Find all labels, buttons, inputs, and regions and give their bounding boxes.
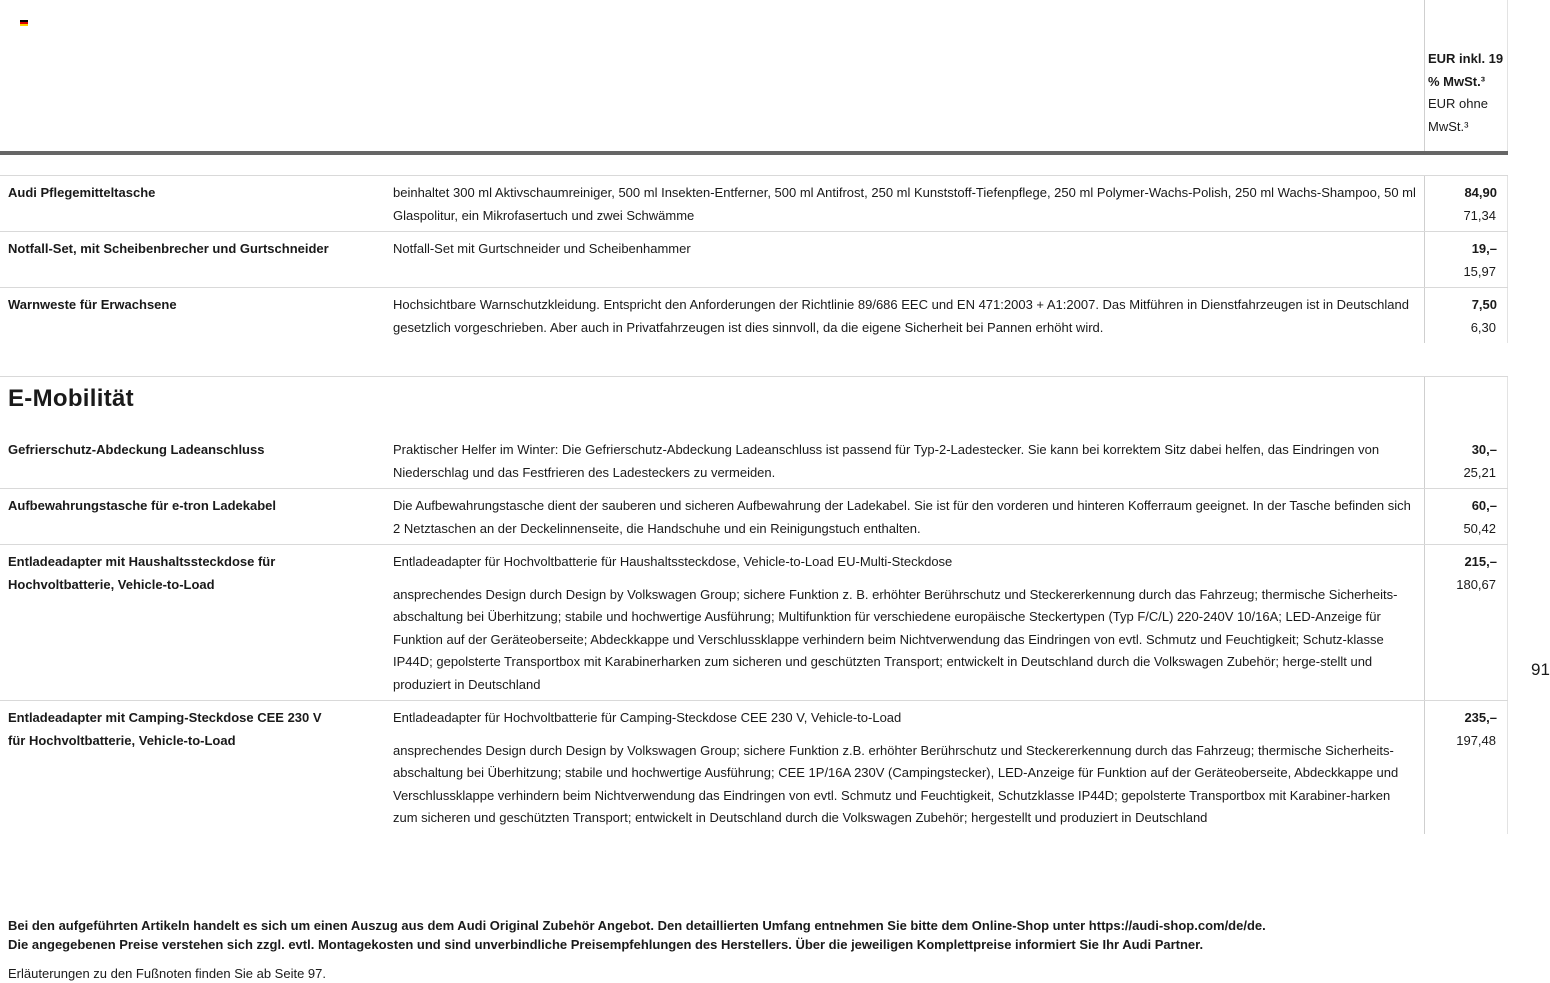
- footnote-reference: Erläuterungen zu den Fußnoten finden Sie ab Seite 97.: [8, 966, 326, 981]
- item-name: Entladeadapter mit Camping-Steckdose CEE 230 V für Hochvoltbatterie, Vehicle-to-Load: [8, 710, 322, 748]
- item-name: Warnweste für Erwachsene: [8, 297, 177, 312]
- item-name: Gefrierschutz-Abdeckung Ladeanschluss: [8, 442, 265, 457]
- row-divider: [0, 175, 1508, 176]
- price-gross: 30,–: [1471, 442, 1497, 457]
- item-price: [1428, 707, 1497, 752]
- item-price: [1428, 238, 1497, 283]
- price-net: 25,21: [1463, 464, 1496, 480]
- footer-disclaimer-2: Die angegebenen Preise verstehen sich zzgl. evtl. Montagekosten und sind unverbindliche Preisempfehlungen des Herstellers. Über die jeweiligen Komplettpreise informiert Sie Ihr Audi Partner.: [8, 937, 1204, 952]
- item-name: Entladeadapter mit Haushaltssteckdose für Hochvoltbatterie, Vehicle-to-Load: [8, 554, 276, 592]
- german-flag-icon: [20, 20, 28, 26]
- item-description: Notfall-Set mit Gurtschneider und Scheibenhammer: [393, 241, 691, 256]
- header-rule: [0, 151, 1508, 155]
- item-name: Aufbewahrungstasche für e-tron Ladekabel: [8, 498, 276, 513]
- item-description: Praktischer Helfer im Winter: Die Gefrierschutz-Abdeckung Ladeanschluss ist passend für Typ-2-Ladestecker. Sie kann bei korrektem Sitz dabei helfen, das Eindringen von Niederschlag und das Festfrieren des Ladesteckers zu vermeiden.: [393, 442, 1380, 480]
- section-title: E-Mobilität: [8, 385, 134, 412]
- item-description: Entladeadapter für Hochvoltbatterie für Haushaltssteckdose, Vehicle-to-Load EU-Multi-Steckdose ansprechendes Design durch Design by Volkswagen Group; sichere Funktion z. B. erhöhter Berührschutz und Steckererkennung durch das Fahrzeug; thermische Sicherheits-abschaltung bei Überhitzung; stabile und hochwertige Ausführung; Multifunktion für verschiedene europäische Steckertypen (Typ F/C/L) 220-240V 10/16A; LED-Anzeige für Funktion auf der Geräteoberseite; Abdeckkappe und Verschlussklappe verhindern beim Nichtverwendung das Eindringen von evtl. Schmutz und Feuchtigkeit; Schutz-klasse IP44D; gepolsterte Transportbox mit Karabinerharken zum sicheren und geschützten Transport; entwickelt in Deutschland durch die Volkswagen Zubehör; herge-stellt und produziert in Deutschland: [393, 554, 1398, 692]
- item-price: [1428, 495, 1497, 540]
- price-net: 6,30: [1470, 319, 1496, 335]
- row-divider: [0, 287, 1508, 288]
- price-net: 50,42: [1463, 520, 1496, 536]
- item-description: beinhaltet 300 ml Aktivschaumreiniger, 500 ml Insekten-Entferner, 500 ml Antifrost, 250 ml Kunststoff-Tiefenpflege, 250 ml Polymer-Wachs-Polish, 250 ml Wachs-Shampoo, 50 ml Glaspolitur, ein Mikrofasertuch und zwei Schwämme: [393, 185, 1416, 223]
- price-net: 180,67: [1456, 576, 1496, 592]
- item-price: [1428, 439, 1497, 484]
- item-description: Die Aufbewahrungstasche dient der sauberen und sicheren Aufbewahrung der Ladekabel. Sie ist für den vorderen und hinteren Kofferraum geeignet. In der Tasche befinden sich 2 Netztaschen an der Deckelinnenseite, die Handschuhe und ein Reinigungstuch enthalten.: [393, 498, 1411, 536]
- price-column-divider: [1424, 175, 1425, 343]
- price-gross: 19,–: [1471, 241, 1497, 256]
- item-description: Hochsichtbare Warnschutzkleidung. Entspricht den Anforderungen der Richtlinie 89/686 EEC und EN 471:2003 + A1:2007. Das Mitführen in Dienstfahrzeugen ist in Deutschland gesetzlich vorgeschrieben. Aber auch in Privatfahrzeugen ist dies sinnvoll, da die eigene Sicherheit bei Pannen erhöht wird.: [393, 297, 1409, 335]
- item-name: Audi Pflegemitteltasche: [8, 185, 156, 200]
- price-net: 71,34: [1463, 207, 1496, 223]
- price-column-divider: [1424, 0, 1425, 151]
- price-net: 15,97: [1463, 263, 1496, 279]
- item-price: [1428, 294, 1497, 339]
- footer-disclaimer-1: Bei den aufgeführten Artikeln handelt es sich um einen Auszug aus dem Audi Original Zubehör Angebot. Den detaillierten Umfang entnehmen Sie bitte dem Online-Shop unter https://audi-shop.com/de/de.: [8, 918, 1266, 933]
- item-price: [1428, 182, 1497, 227]
- price-net-label: EUR ohne MwSt.³: [1428, 96, 1488, 134]
- price-gross: 84,90: [1464, 185, 1497, 200]
- row-divider: [0, 544, 1508, 545]
- row-divider: [0, 700, 1508, 701]
- price-column-right-edge: [1507, 376, 1508, 834]
- section-divider: [0, 376, 1508, 377]
- price-column-right-edge: [1507, 175, 1508, 343]
- price-gross-label: EUR inkl. 19 % MwSt.³: [1428, 51, 1504, 89]
- price-column-divider: [1424, 376, 1425, 834]
- price-column-header: [1428, 48, 1508, 138]
- item-description: Entladeadapter für Hochvoltbatterie für Camping-Steckdose CEE 230 V, Vehicle-to-Load ansprechendes Design durch Design by Volkswagen Group; sichere Funktion z.B. erhöhter Berührschutz und Steckererkennung durch das Fahrzeug; thermische Sicherheits-abschaltung bei Überhitzung; stabile und hochwertige Ausführung; CEE 1P/16A 230V (Campingstecker), LED-Anzeige für Funktion auf der Geräteoberseite, Abdeckkappe und Verschlussklappe verhindern beim Nichtverwendung das Eindringen von evtl. Schmutz und Feuchtigkeit, Schutzklasse IP44D; gepolsterte Transportbox mit Karabiner-harken zum sicheren und geschützten Transport; entwickelt in Deutschland durch die Volkswagen Zubehör; hergestellt und produziert in Deutschland: [393, 710, 1399, 825]
- price-gross: 60,–: [1471, 498, 1497, 513]
- price-gross: 215,–: [1464, 554, 1497, 569]
- price-gross: 235,–: [1464, 710, 1497, 725]
- row-divider: [0, 231, 1508, 232]
- row-divider: [0, 488, 1508, 489]
- price-gross: 7,50: [1471, 297, 1497, 312]
- item-price: [1428, 551, 1497, 596]
- price-net: 197,48: [1456, 732, 1496, 748]
- page-number: 91: [1531, 660, 1550, 679]
- item-name: Notfall-Set, mit Scheibenbrecher und Gurtschneider: [8, 241, 329, 256]
